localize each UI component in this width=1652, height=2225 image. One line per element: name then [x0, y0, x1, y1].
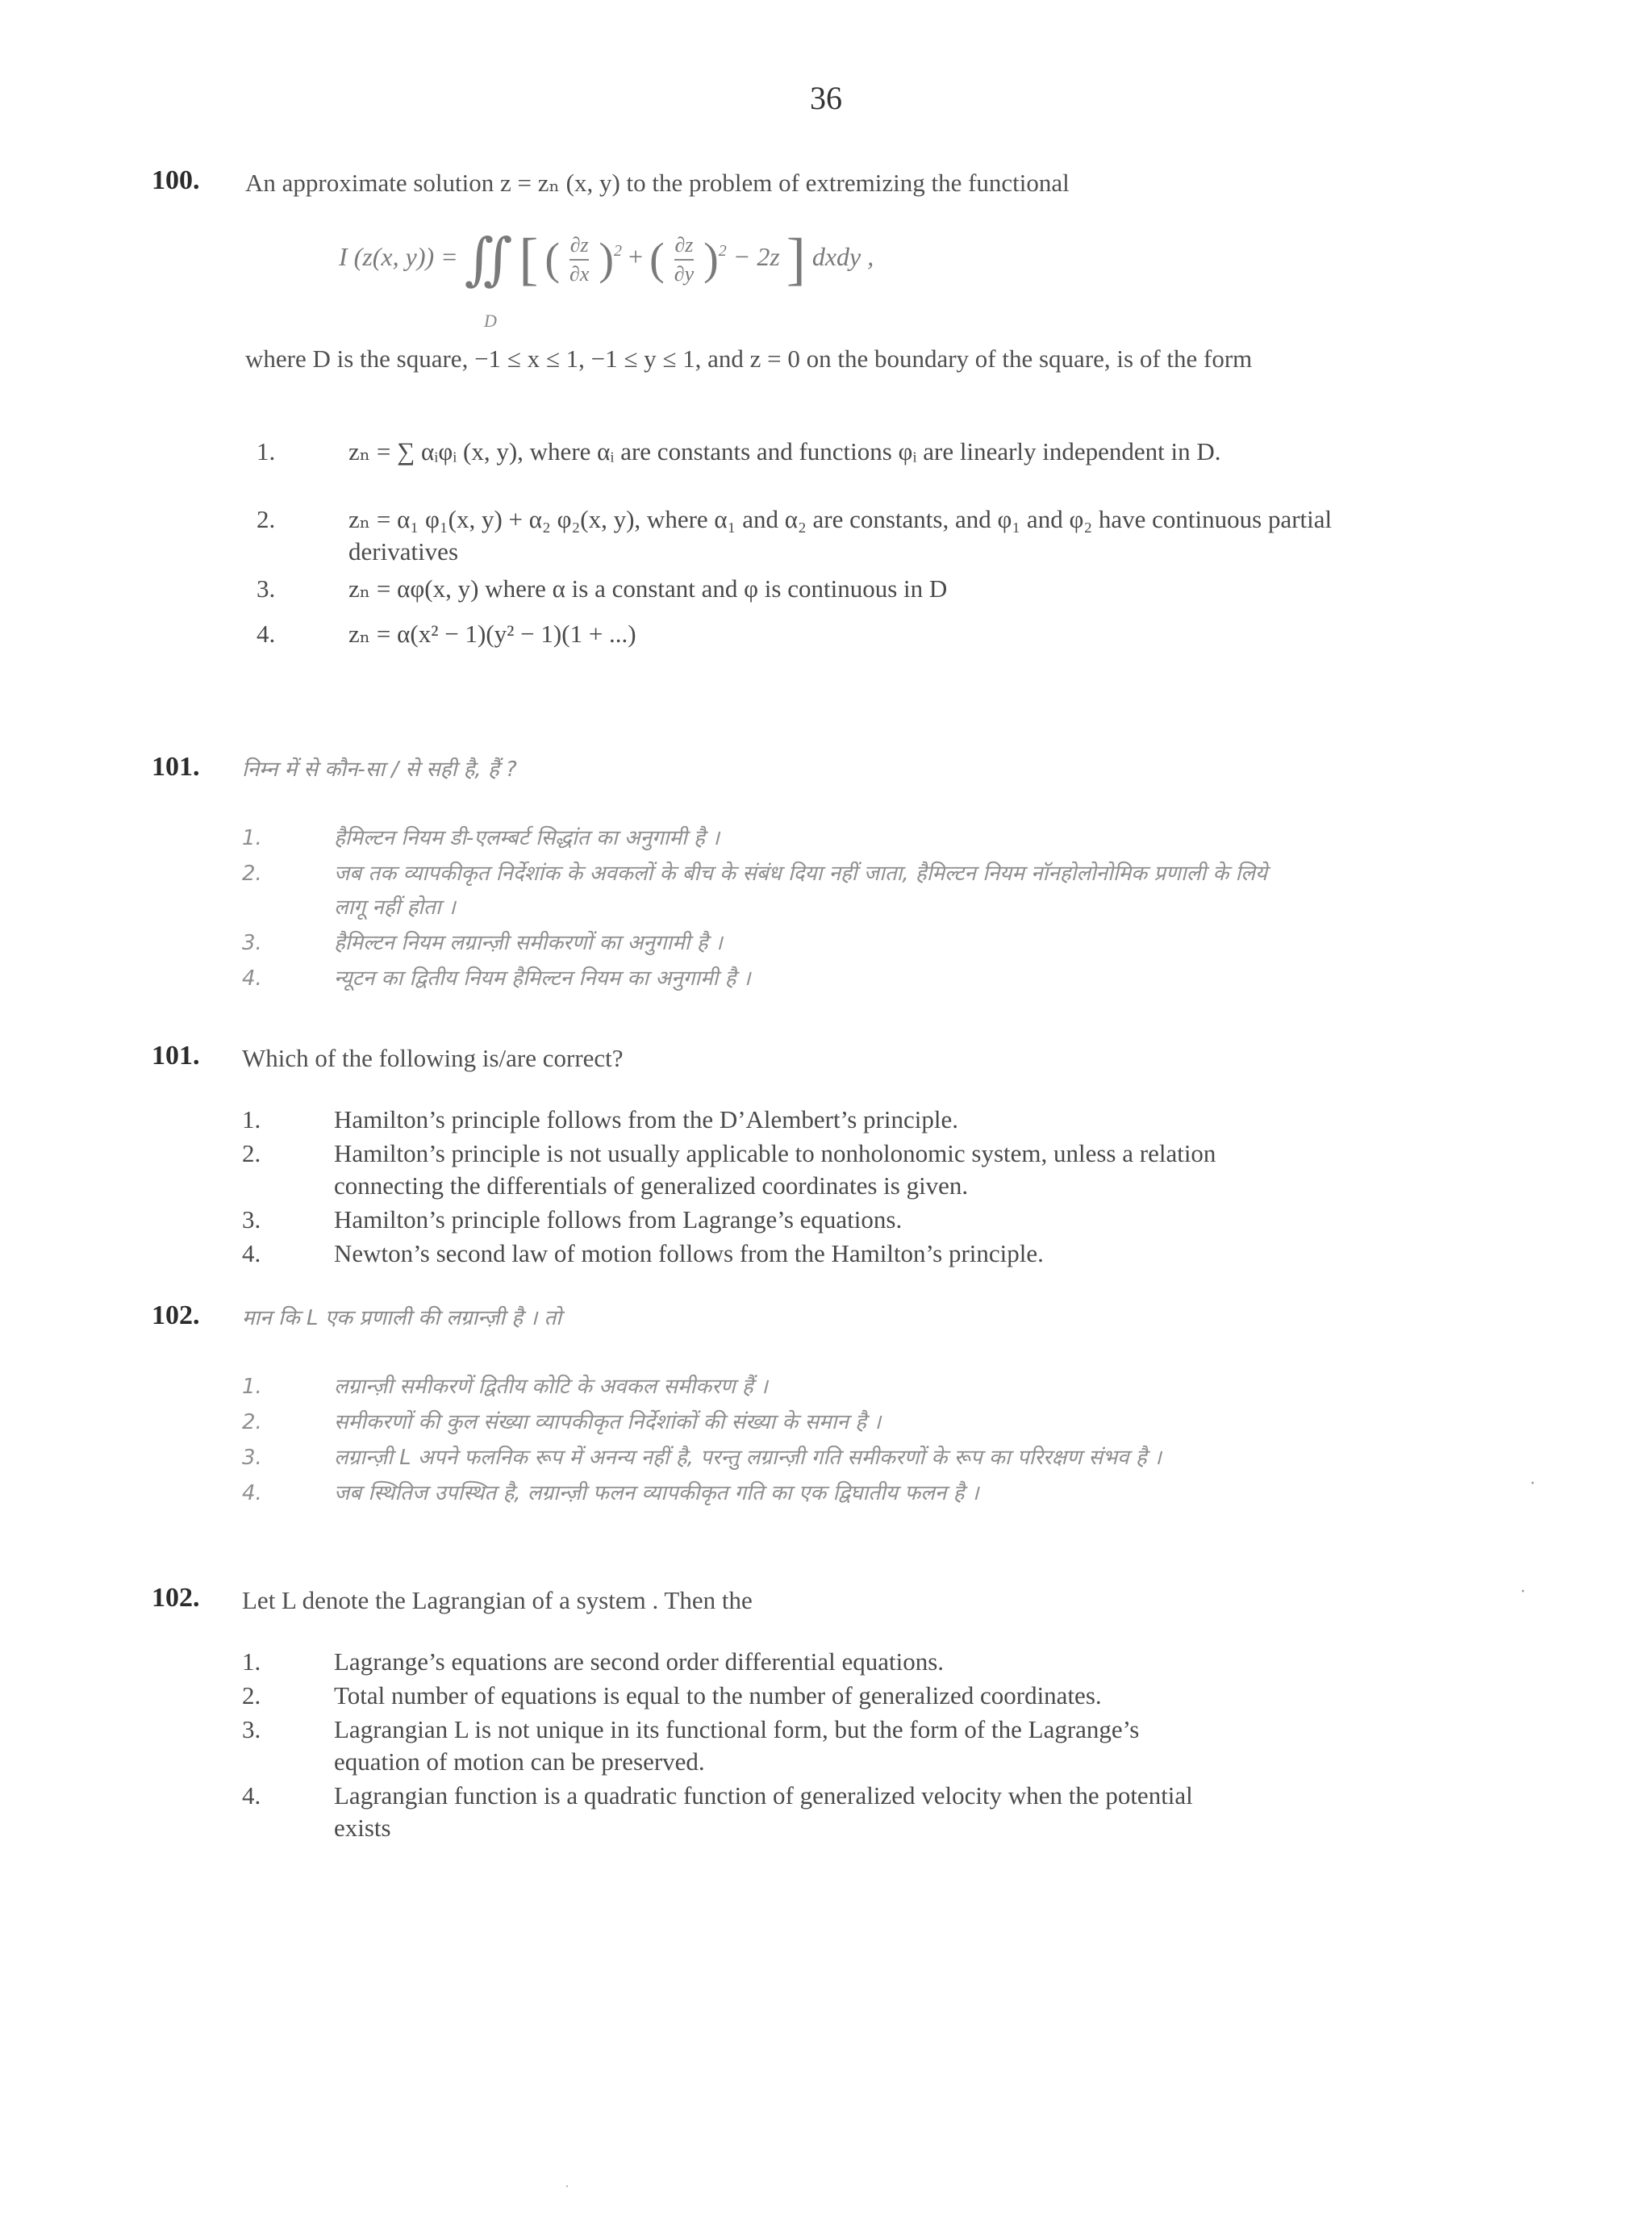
option-2: 2. zₙ = α₁ φ₁(x, y) + α₂ φ₂(x, y), where α₁ and α₂ are constants, and φ₁ and φ₂ have continuous partial derivatives — [257, 505, 1333, 566]
option-2: 2. समीकरणों की कुल संख्या व्यापकीकृत निर्देशांकों की संख्या के समान है । — [242, 1410, 882, 1434]
question-100-options — [257, 436, 1370, 652]
question-number: 101. — [152, 1041, 200, 1071]
option-1: 1. zₙ = ∑ αᵢφᵢ (x, y), where αᵢ are constants and functions φᵢ are linearly independent in D. — [257, 437, 1221, 465]
integral-domain: D — [484, 311, 497, 331]
option-4: 4. Lagrangian function is a quadratic function of generalized velocity when the potential exists — [242, 1781, 1193, 1842]
option-3: 3. हैमिल्टन नियम लग्रान्ज़ी समीकरणों का अनुगामी है । — [242, 931, 723, 955]
question-stem: Which of the following is/are correct? — [242, 1044, 624, 1072]
question-102-english-options — [242, 1646, 1210, 1846]
question-number: 100. — [152, 165, 200, 195]
question-stem: An approximate solution z = zₙ (x, y) to the problem of extremizing the functional — [245, 169, 1070, 197]
option-1: 1. Hamilton’s principle follows from the D’Alembert’s principle. — [242, 1105, 958, 1133]
question-number: 102. — [152, 1583, 200, 1613]
option-1: 1. हैमिल्टन नियम डी-एलम्बर्ट सिद्धांत का अनुगामी है । — [242, 826, 720, 850]
functional-formula: I (z(x, y)) = ∬ [ ( $\frac{\partial z}{\partial x}$ )$^2$ + ( $\frac{\partial z}{\partial y}$ )$^2$ − 2z ] dxdy , — [339, 227, 874, 291]
option-3: 3. Hamilton’s principle follows from Lagrange’s equations. — [242, 1205, 903, 1234]
formula-diff: dxdy , — [811, 241, 874, 271]
option-3: 3. लग्रान्ज़ी L अपने फलनिक रूप में अनन्य नहीं है, परन्तु लग्रान्ज़ी गति समीकरणों के रूप का परिरक्षण संभव है । — [242, 1446, 1162, 1470]
question-stem: मान कि L एक प्रणाली की लग्रान्ज़ी है । तो — [242, 1306, 562, 1330]
question-number: 101. — [152, 752, 200, 782]
option-1: 1. लग्रान्ज़ी समीकरणें द्वितीय कोटि के अवकल समीकरण हैं । — [242, 1375, 768, 1399]
question-102-hindi-options — [242, 1370, 1242, 1512]
option-2: 2. Total number of equations is equal to the number of generalized coordinates. — [242, 1681, 1102, 1709]
formula-tail: − 2z — [732, 241, 780, 271]
fraction-dz-dx: $\frac{\partial z}{\partial x}$ — [569, 232, 590, 286]
option-2: 2. Hamilton’s principle is not usually applicable to nonholonomic system, unless a relation connecting the differentials of generalized coordinates is given. — [242, 1139, 1216, 1200]
option-2: 2. जब तक व्यापकीकृत निर्देशांक के अवकलों के बीच के संबंध दिया नहीं जाता, हैमिल्टन नियम नॉनहोलोनोमिक प्रणाली के लिये लागू नहीं होता । — [242, 862, 1267, 920]
question-stem-continued: where D is the square, −1 ≤ x ≤ 1, −1 ≤ y ≤ 1, and z = 0 on the boundary of the square, is of the form — [245, 344, 1253, 373]
question-101-english-options — [242, 1104, 1291, 1271]
scan-speck: · — [565, 2178, 569, 2194]
right-bracket: ] — [786, 227, 806, 291]
fraction-dz-dy: $\frac{\partial z}{\partial y}$ — [674, 232, 695, 286]
question-stem: निम्न में से कौन-सा / से सही है, हैं ? — [242, 758, 517, 782]
option-4: 4. Newton’s second law of motion follows from the Hamilton’s principle. — [242, 1239, 1044, 1267]
option-3: 3. Lagrangian L is not unique in its functional form, but the form of the Lagrange’s equation of motion can be preserved. — [242, 1715, 1140, 1776]
option-4: 4. न्यूटन का द्वितीय नियम हैमिल्टन नियम का अनुगामी है । — [242, 966, 751, 991]
option-4: 4. जब स्थितिज उपस्थित है, लग्रान्ज़ी फलन व्यापकीकृत गति का एक द्विघातीय फलन है । — [242, 1481, 979, 1505]
question-stem: Let L denote the Lagrangian of a system . Then the — [242, 1586, 753, 1614]
option-4: 4. zₙ = α(x² − 1)(y² − 1)(1 + ...) — [257, 620, 636, 648]
scan-speck: · — [1529, 1473, 1536, 1494]
option-3: 3. zₙ = αφ(x, y) where α is a constant and φ is continuous in D — [257, 574, 948, 603]
left-bracket: [ — [519, 227, 539, 291]
page-number: 36 — [810, 80, 842, 116]
double-integral-symbol: ∬ — [464, 229, 513, 291]
scan-speck: · — [1520, 1581, 1526, 1602]
option-1: 1. Lagrange’s equations are second order differential equations. — [242, 1647, 945, 1676]
question-101-hindi-options — [242, 821, 1291, 997]
question-number: 102. — [152, 1300, 200, 1330]
formula-lhs: I (z(x, y)) = — [339, 241, 458, 271]
